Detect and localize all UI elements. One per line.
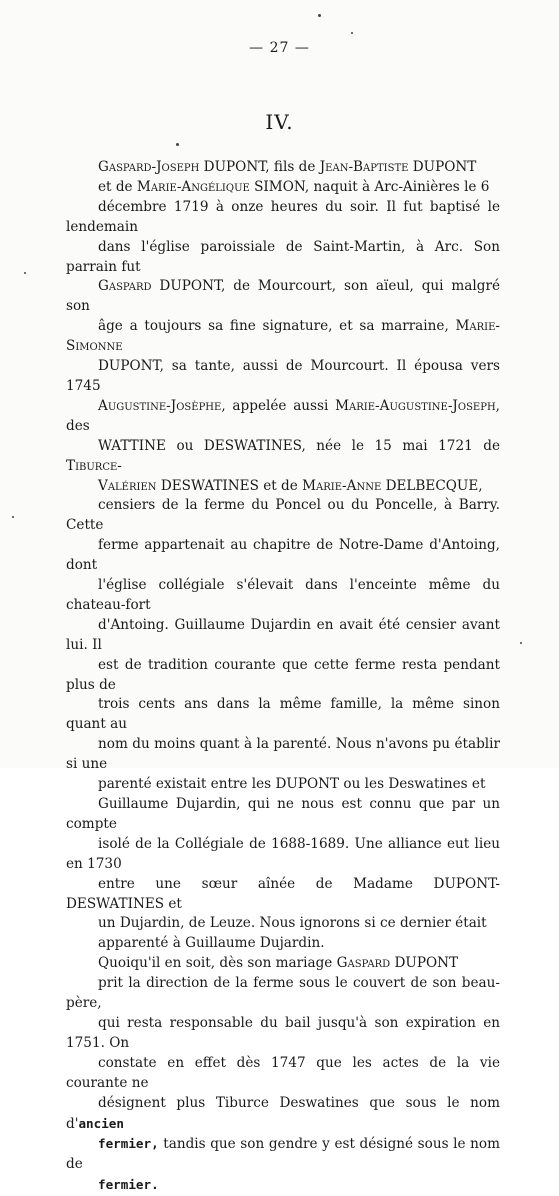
text-line: décembre 1719 à onze heures du soir. Il fut baptisé le lendemain — [66, 198, 500, 235]
text-line: un Dujardin, de Leuze. Nous ignorons si ce dernier était — [98, 915, 487, 932]
ink-speck — [520, 642, 522, 644]
text-line: constate en effet dès 1747 que les actes de la vie courante ne — [66, 1054, 500, 1091]
text-line: et de Marie-Angélique SIMON, naquit à Arc-Ainières le 6 — [98, 178, 490, 195]
ink-speck — [12, 516, 14, 518]
text-line: désignent plus Tiburce Deswatines que sous le nom d'ancien — [66, 1094, 500, 1132]
text-line: qui resta responsable du bail jusqu'à son expiration en 1751. On — [66, 1014, 500, 1051]
text-line: est de tradition courante que cette ferme resta pendant plus de — [66, 656, 500, 693]
text-line: nom du moins quant à la parenté. Nous n'avons pu établir si une — [66, 736, 500, 773]
paragraph-2 — [66, 954, 500, 1196]
text-line: Guillaume Dujardin, qui ne nous est connu que par un compte — [66, 796, 500, 832]
text-line: l'église collégiale s'élevait dans l'enceinte même du chateau-fort — [66, 577, 500, 613]
text-line: Gaspard-Joseph DUPONT, fils de Jean-Baptiste DUPONT — [98, 159, 477, 175]
text-line: prit la direction de la ferme sous le couvert de son beau-père, — [66, 975, 500, 1012]
text-line: Gaspard DUPONT, de Mourcourt, son aïeul, qui malgré son — [66, 278, 500, 315]
text-line: âge a toujours sa fine signature, et sa marraine, Marie-Simonne — [66, 318, 500, 355]
text-line: parenté existait entre les DUPONT ou les Deswatines et — [98, 776, 486, 793]
text-line: d'Antoing. Guillaume Dujardin en avait été censier avant lui. Il — [66, 616, 500, 653]
section-heading: IV. — [265, 110, 294, 134]
text-line: isolé de la Collégiale de 1688-1689. Une alliance eut lieu en 1730 — [66, 835, 500, 872]
ink-speck — [318, 14, 321, 17]
page-number: — 27 — — [249, 40, 310, 56]
body-text — [66, 158, 500, 1196]
ink-speck — [24, 272, 26, 274]
text-line: fermier. — [98, 1177, 159, 1193]
text-line: entre une sœur aînée de Madame DUPONT-DESWATINES et — [66, 875, 500, 912]
text-line: ferme appartenait au chapitre de Notre-Dame d'Antoing, dont — [66, 537, 500, 574]
text-line: DUPONT, sa tante, aussi de Mourcourt. Il épousa vers 1745 — [66, 358, 500, 394]
ink-speck — [176, 143, 179, 146]
paragraph-1 — [66, 158, 500, 954]
text-line: dans l'église paroissiale de Saint-Martin, à Arc. Son parrain fut — [66, 238, 500, 275]
text-line: apparenté à Guillaume Dujardin. — [98, 935, 325, 952]
text-line: Augustine-Josèphe, appelée aussi Marie-Augustine-Joseph, des — [66, 397, 500, 434]
text-line: Quoiqu'il en soit, dès son mariage Gaspard DUPONT — [98, 955, 459, 972]
text-line: trois cents ans dans la même famille, la même sinon quant au — [66, 696, 500, 733]
text-line: censiers de la ferme du Poncel ou du Poncelle, à Barry. Cette — [66, 497, 500, 534]
text-line: WATTINE ou DESWATINES, née le 15 mai 1721 de Tiburce- — [66, 437, 500, 474]
text-line: fermier, tandis que son gendre y est désigné sous le nom de — [66, 1136, 500, 1173]
text-line: Valérien DESWATINES et de Marie-Anne DELBECQUE, — [98, 477, 483, 494]
ink-speck — [351, 32, 353, 34]
